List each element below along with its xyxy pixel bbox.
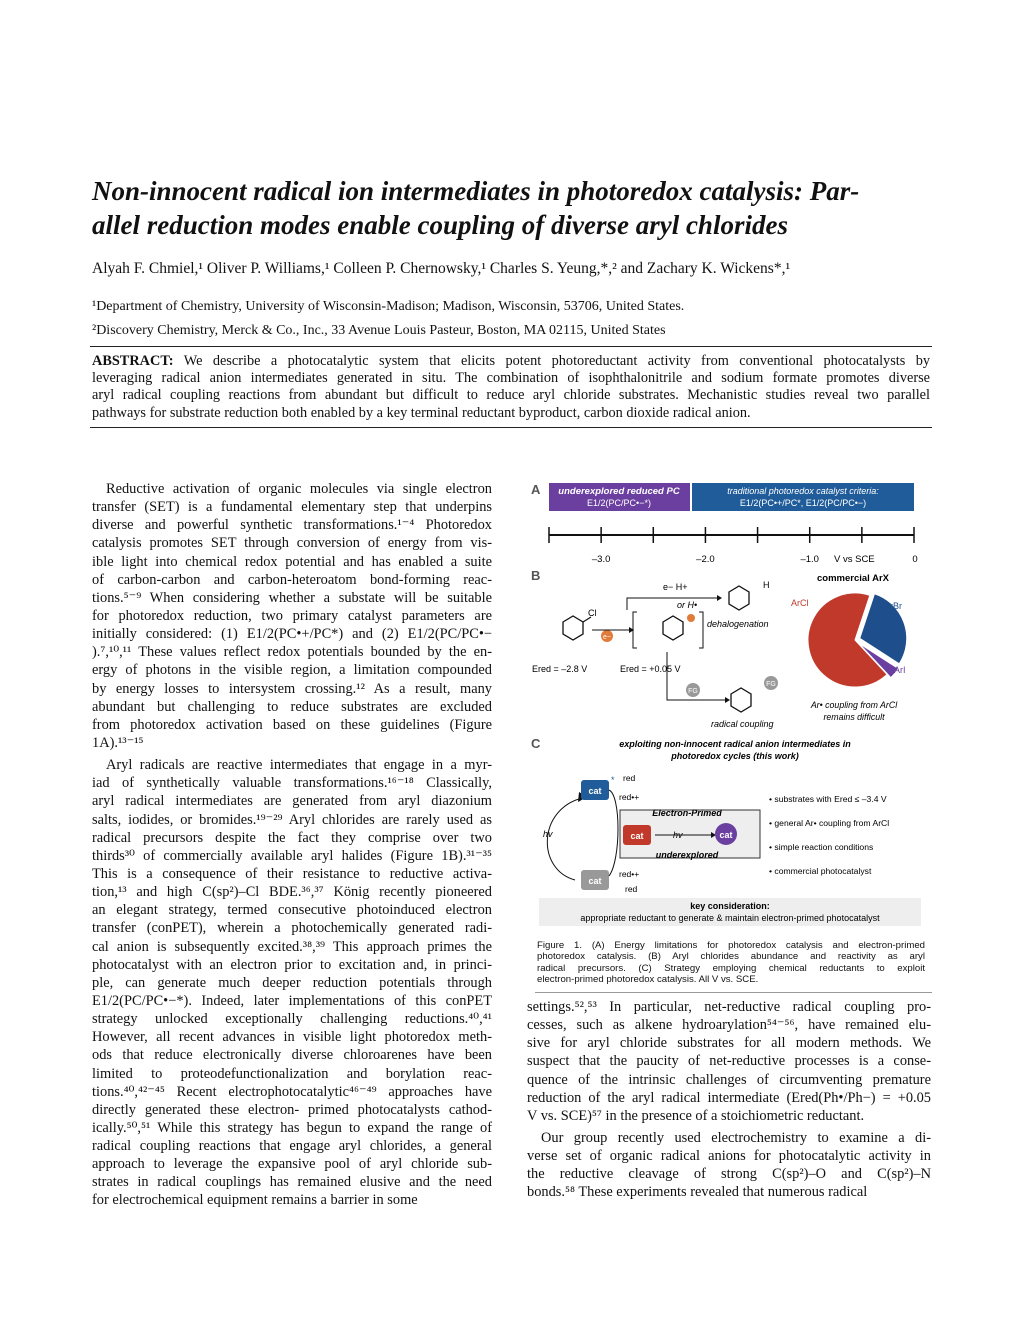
panel-c-label: C	[531, 736, 541, 751]
panel-b-label: B	[531, 568, 541, 583]
abstract-line	[92, 353, 930, 370]
body-text-line: by energy losses to intersystem crossing.¹² As a result, many	[92, 680, 492, 697]
key-text: appropriate reductant to generate & maintain electron-primed photocatalyst	[580, 913, 880, 923]
author-list: Alyah F. Chmiel,¹ Oliver P. Williams,¹ Colleen P. Chernowsky,¹ Charles S. Yeung,*,² and Zachary K. Wickens*,¹	[92, 260, 791, 277]
axis-tick-label: 0	[912, 554, 918, 565]
caption-rule	[535, 992, 932, 993]
bullet-2: • general Ar• coupling from ArCl	[769, 818, 890, 828]
cl-label: Cl	[588, 608, 597, 618]
cat-excited-anion-label: cat	[719, 830, 733, 840]
body-text-line: sive for aryl chloride substrates for all modern methods. We	[527, 1035, 931, 1052]
body-text-line: verse set of organic radical anions for photocatalytic activity in	[527, 1148, 931, 1165]
title-line-2: allel reduction modes enable coupling of diverse aryl chlorides	[92, 210, 788, 240]
body-text-line: of carbon-carbon and carbon-heteroatom bond-forming reac-	[92, 571, 492, 588]
pie-note-2: remains difficult	[823, 712, 885, 722]
fg-label-1: FG	[688, 688, 698, 695]
title-line-1: Non-innocent radical ion intermediates in photoredox catalysis: Par-	[92, 176, 860, 206]
body-text-line: ically.⁵⁰,⁵¹ While this strategy has begun to expand the range of	[92, 1119, 492, 1136]
body-text-line: bonds.⁵⁸ These experiments revealed that numerous radical	[527, 1184, 868, 1201]
body-text-line: aryl radical intermediates are generated from aryl diazonium	[92, 793, 492, 810]
body-text-line: suspect that the paucity of net-reductive processes is a conse-	[527, 1053, 931, 1070]
body-text-line: for photoredox reduction, two primary catalyst parameters are	[92, 607, 492, 624]
reagents-or: or H•	[677, 600, 698, 610]
aryl-radical-ring	[663, 616, 683, 640]
bracket-right	[699, 612, 703, 648]
body-text-line: strates in radical couplings has remained elusive and the need	[92, 1174, 492, 1191]
body-text-line: tions.⁵⁻⁹ When considering whether a substate will be suitable	[92, 589, 492, 606]
body-text-line: transfer (SET) is a fundamental elementary step that underpins	[92, 499, 492, 516]
left-column	[92, 480, 492, 1210]
body-text-line: an elegant strategy, termed consecutive photoinduced electron	[92, 902, 492, 919]
body-text-line: from photoredox activation based on these guidelines (Figure	[92, 716, 492, 733]
dehalogenation-arrowhead	[717, 595, 722, 601]
body-text-line: radical precursors despite the fact they comprise over two	[92, 829, 492, 846]
caption-line: radical precursors. (C) Strategy employing chemical reductants to exploit	[537, 962, 925, 974]
pie-label-arcl: ArCl	[791, 598, 809, 608]
body-text-line: ple, can generate much deeper reduction potentials through	[92, 974, 492, 991]
cycle-left-arc	[547, 798, 582, 880]
body-text-line: salts, iodides, or bromides.¹⁹⁻²⁹ Aryl chlorides are rarely used as	[92, 811, 492, 828]
cat-ground-label: cat	[588, 876, 602, 886]
body-text-line: diverse and powerful synthetic transformations.¹⁻⁴ Photoredox	[92, 517, 492, 534]
cat-reduced-label: cat	[630, 831, 644, 841]
ered-substrate: Ered = –2.8 V	[532, 664, 588, 674]
body-text-line: directly generated these electron- primed photocatalysts cathod-	[92, 1101, 492, 1118]
body-text-line: However, all recent advances in visible light photoredox meth-	[92, 1029, 492, 1046]
cat-excited-label: cat	[588, 786, 602, 796]
underexplored-sub: E1/2(PC/PC•−*)	[587, 498, 651, 508]
body-text-line: strategy unlocked exceptionally challenging reductions.⁴⁰,⁴¹	[92, 1011, 492, 1028]
body-text-line: 1A).¹³⁻¹⁵	[92, 734, 144, 751]
body-text-line: the reductive cleavage of strong C(sp²)–O and C(sp²)–N	[527, 1166, 931, 1183]
body-text-line: for electrochemical equipment remains a barrier in some	[92, 1192, 418, 1209]
axis-tick-label: –1.0	[800, 554, 819, 565]
body-text-line: cesses, such as alkene hydroarylation⁵⁴⁻⁵⁶, have remained elu-	[527, 1017, 931, 1034]
right-column	[527, 998, 931, 1202]
body-text-line: transfer (conPET), wherein a photochemically generated radi-	[92, 920, 492, 937]
pie-label-ari: ArI	[894, 665, 906, 675]
pie-note-1: Ar• coupling from ArCl	[810, 700, 898, 710]
figure-caption	[537, 940, 925, 986]
caption-line: electron-primed photoredox catalysis. All V vs. SCE.	[537, 974, 759, 986]
abstract-text: We describe a photocatalytic system that elicits potent photoreductant activity from conventional photocatalysts by	[183, 353, 930, 369]
bullet-4: • commercial photocatalyst	[769, 866, 872, 876]
dehalogenation-label: dehalogenation	[707, 619, 769, 629]
electron-label: e−	[603, 634, 611, 641]
caption-line: Figure 1. (A) Energy limitations for photoredox catalysis and electron-primed	[537, 940, 925, 951]
electron-primed-label: Electron-Primed	[652, 808, 722, 818]
cycle-right-arc	[609, 790, 618, 876]
red-top-label: red	[623, 773, 636, 783]
vs-sce-label: V vs SCE	[834, 554, 875, 565]
body-text-line: catalysis promotes SET through conversion of energy from vis-	[92, 535, 492, 552]
abstract-line: leveraging radical anion intermediates generated in situ. The combination of isophthalonitrile and sodium formate promotes diverse	[92, 370, 930, 387]
axis-tick-label: –2.0	[696, 554, 715, 565]
paper-title	[92, 174, 942, 242]
cycle-hv-label: hv	[543, 829, 553, 839]
coupling-arrowhead	[725, 697, 730, 703]
redplus-top-label: red•+	[619, 792, 640, 802]
chlorobenzene-ring	[563, 616, 583, 640]
underexplored-label: underexplored	[655, 850, 719, 860]
red-bottom-label: red	[625, 884, 638, 894]
bullet-1: • substrates with Ered ≤ –3.4 V	[769, 794, 887, 804]
pie-title: commercial ArX	[817, 573, 889, 584]
traditional-sub: E1/2(PC•+/PC*, E1/2(PC/PC•−)	[739, 498, 867, 508]
affiliation-1: ¹Department of Chemistry, University of Wisconsin-Madison; Madison, Wisconsin, 53706, United States.	[92, 299, 685, 314]
abstract	[92, 353, 930, 422]
abstract-line: pathways for substrate reduction both enabled by a key terminal reductant byproduct, carbon dioxide radical anion.	[92, 404, 751, 421]
bullet-3: • simple reaction conditions	[769, 842, 874, 852]
pie-label-arbr: ArBr	[884, 601, 902, 611]
traditional-title: traditional photoredox catalyst criteria:	[727, 486, 879, 496]
caption-line: photoredox catalysis. (B) Aryl chlorides abundance and reactivity as aryl	[537, 951, 925, 963]
body-text-line: ods that reduce electronically diverse chloroarenes have been	[92, 1047, 492, 1064]
body-text-line: radical coupling reactions that engage aryl chlorides, a general	[92, 1138, 492, 1155]
body-text-line: thirds³⁰ of commercially available aryl halides (Figure 1B).³¹⁻³⁵	[92, 847, 492, 864]
abstract-top-rule	[90, 346, 932, 347]
h-label: H	[763, 580, 770, 590]
body-text-line: reduction of the aryl radical intermediate (Ered(Ph•/Ph−) = +0.05	[527, 1089, 931, 1106]
body-text-line: iad of synthetically valuable transformations.¹⁶⁻¹⁸ Classically,	[92, 775, 492, 792]
underexplored-title: underexplored reduced PC	[558, 486, 680, 497]
body-text-line: ible light into chemical redox potential and has enabled a suite	[92, 553, 492, 570]
redplus-bottom-label: red•+	[619, 869, 640, 879]
body-text-line: V vs. SCE)⁵⁷ in the presence of a stoichiometric reductant.	[527, 1107, 865, 1124]
axis-tick-label: –3.0	[591, 554, 611, 565]
reagents-top: e− H+	[663, 582, 688, 592]
body-text-line: quence of the intrinsic challenges of circumventing premature	[527, 1071, 931, 1088]
body-text-line: abundant but challenging to reduce substrates are excluded	[92, 698, 492, 715]
fg-label-2: FG	[766, 681, 776, 688]
body-text-line: approach to leverage the expansive pool of aryl chloride sub-	[92, 1156, 492, 1173]
body-text-line: ).⁷,¹⁰,¹¹ These values reflect redox potentials bounded by the en-	[92, 644, 492, 661]
primed-hv-label: hv	[673, 830, 683, 840]
abstract-line: aryl radical coupling reactions from abundant but difficult to reduce aryl chloride substrates. Mechanistic studies reveal two parallel	[92, 387, 930, 404]
body-text-line: tion,¹³ and high C(sp²)–Cl BDE.³⁶,³⁷ König recently pioneered	[92, 884, 492, 901]
radical-dot	[687, 614, 695, 622]
body-text-line: This is a consequence of their resistance to reductive activa-	[92, 865, 492, 882]
abstract-label: ABSTRACT:	[92, 353, 174, 369]
radical-coupling-label: radical coupling	[711, 719, 774, 729]
body-text-line: initially considered: (1) E1/2(PC•+/PC*) and (2) E1/2(PC/PC•−	[92, 626, 492, 643]
panel-c-title-1: exploiting non-innocent radical anion intermediates in	[619, 739, 851, 749]
body-text-line: limited to proteodefunctionalization and borylation reac-	[92, 1065, 492, 1082]
panel-a-label: A	[531, 482, 541, 497]
body-text-line: tions.⁴⁰,⁴²⁻⁴⁵ Recent electrophotocatalytic⁴⁶⁻⁴⁹ approaches have	[92, 1083, 492, 1100]
excited-star: *	[611, 775, 615, 785]
body-text-line: settings.⁵²,⁵³ In particular, net-reductive radical coupling pro-	[527, 999, 931, 1015]
abstract-bottom-rule	[90, 427, 932, 428]
body-text-line: Our group recently used electrochemistry to examine a di-	[541, 1129, 931, 1146]
panel-c-title-2: photoredox cycles (this work)	[671, 751, 799, 761]
dehalogenation-arrow	[627, 598, 717, 610]
body-text-line: photocatalyst with an electron prior to excitation and, in princi-	[92, 956, 492, 973]
body-text-line: Aryl radicals are reactive intermediates that engage in a myr-	[106, 757, 492, 774]
body-text-line: E1/2(PC/PC•−*). Indeed, later implementations of this conPET	[92, 992, 492, 1009]
key-title: key consideration:	[690, 901, 770, 911]
coupled-ring	[731, 688, 751, 712]
body-text-line: cal anion is subsequently excited.³⁸,³⁹ This approach primes the	[92, 938, 492, 955]
figure-1	[527, 480, 932, 985]
ered-radical: Ered = +0.05 V	[620, 664, 681, 674]
body-text-line: Reductive activation of organic molecules via single electron	[106, 481, 492, 497]
body-text-line: ergy of photons in the visible region, a limitation compounded	[92, 662, 492, 679]
benzene-ring	[729, 586, 749, 610]
affiliation-2: ²Discovery Chemistry, Merck & Co., Inc., 33 Avenue Louis Pasteur, Boston, MA 02115, United States	[92, 323, 666, 338]
